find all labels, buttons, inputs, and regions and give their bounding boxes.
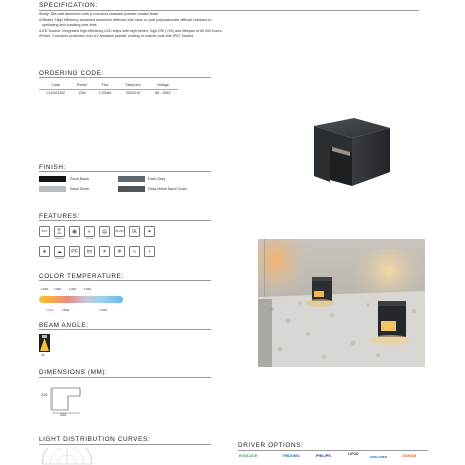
specification-list [39,12,319,40]
ordering-title: ORDERING CODE: [39,70,104,77]
ip67-icon: IP67 [39,226,50,237]
finish-swatch-sand-silver[interactable] [39,186,66,192]
installation-photo [258,239,425,367]
ordering-rule [39,77,211,78]
driver-logo-tridonic: TRIDONIC [282,454,301,458]
spec-item: • Body: Die-cast aluminum with a corrosion-resistant powder-coated finish. [39,12,319,18]
flicker-icon: ∿ [129,246,140,257]
sun-icon: ☀ [99,246,110,257]
spec-item: • Diffuser: High efficiency anodized aluminum reflector with clear or opal polycarbonate diffuser resistant to [39,18,319,24]
ordering-cell: 85 - 265V [155,91,171,96]
cct-top-label: 2,200k [41,288,49,291]
dimensions-drawing [50,386,82,416]
ordering-header-cell: Power [76,82,88,87]
color-temperature-rule [39,280,211,281]
features-title: FEATURES: [39,213,80,220]
dimension-width: 200 [60,413,67,417]
spec-item: • Finish: Corrosion protection and UV-resistant powder coating or marine coat with IP67 Sealed. [39,34,319,40]
sand-finish-icon: ✦ [144,226,155,237]
spec-item: • LED Source: Integrated high-efficiency LED chips with high lumen, high CRI (>90) and lifespan of 50,000 hours. [39,29,319,35]
finish-label: Dark Grey [148,176,166,181]
specification-rule [39,10,419,11]
cri-icon: ◐ [84,226,95,237]
cct-top-label: 5,000k [84,288,92,291]
lifespan-icon: ⌛ [54,226,65,237]
lm-icon: lm [84,246,95,257]
voltage-icon: 85-265 [114,226,125,237]
ordering-cell: 1,200lm [98,91,112,96]
cct-top-label: 3,000k [54,288,62,291]
driver-options-rule [238,450,428,451]
feature-label: 50000 hrs [54,238,65,240]
table-row [39,89,178,97]
features-rule [39,220,211,221]
temp-icon: ❄ [114,246,125,257]
finish-label: Gray Metal Sand Grain [148,186,187,191]
driver-logo-evoluce: EVOLUCE [239,454,258,458]
driver-logo-sunlumen: SUNLUMEN [370,455,387,459]
dimming-icon: ▤ [99,226,110,237]
color-temperature-bar [39,296,123,303]
beam-angle-title: BEAM ANGLE: [39,322,89,329]
finish-label: Sand Black [70,176,90,181]
finish-rule [39,171,211,172]
ordering-cell: 200X210 [125,91,141,96]
driver-logo-osram: OSRAM [402,454,417,458]
driver-options-title: DRIVER OPTIONS: [238,442,304,449]
beam-angle-rule [39,329,211,330]
dimensions-title: DIMENSIONS (MM): [39,369,108,376]
cct-bottom-label: 2,700k [46,309,54,312]
ordering-cell: 12W [78,91,86,96]
ordering-header-cell: Flux [101,82,109,87]
pf-icon: PF [69,246,80,257]
cct-top-label: 4,000k [69,288,77,291]
finish-swatch-sand-black[interactable] [39,176,66,182]
color-temperature-title: COLOR TEMPERATURE: [39,273,124,280]
light-distribution-rule [39,444,211,445]
cct-bottom-label: 3,500k [62,309,70,312]
cct-bottom-label: 6,000k [100,309,108,312]
dimension-height: 210 [41,393,48,397]
light-distribution-title: LIGHT DISTRIBUTION CURVES: [39,436,151,443]
surge-icon: ⚡ [144,246,155,257]
finish-swatch-gray-metal[interactable] [118,186,145,192]
light-distribution-curve [40,448,94,465]
beam-angle-icon [39,334,50,352]
finish-label: Sand Silver [70,186,90,191]
ordering-header-cell: Size(mm) [125,82,141,87]
driver-logo-lifud: LIFUD [348,452,359,456]
ordering-header-cell: Voltage [157,82,169,87]
beam-angle-value: 18° [41,354,45,357]
efficiency-icon: ☁ [54,246,65,257]
driver-logo-philips: PHILIPS [316,454,331,458]
finish-title: FINISH: [39,164,66,171]
product-image [302,112,394,194]
chip-icon: ▣ [69,226,80,237]
finish-swatch-dark-grey[interactable] [118,176,145,182]
ordering-header-cell: Code [51,82,60,87]
spec-item: • yellowing and cracking over time. [39,23,319,29]
ordering-header-row [39,81,178,89]
ik08-icon: IK [129,226,140,237]
dimensions-rule [39,377,211,378]
ordering-table [39,81,178,97]
warranty-icon: ★ [39,246,50,257]
feature-label: 120lm/W [55,258,64,260]
feature-label: CRI>90 [85,238,94,240]
specification-title: SPECIFICATION: [39,2,98,9]
ordering-cell: CLAYA12W [46,91,65,96]
